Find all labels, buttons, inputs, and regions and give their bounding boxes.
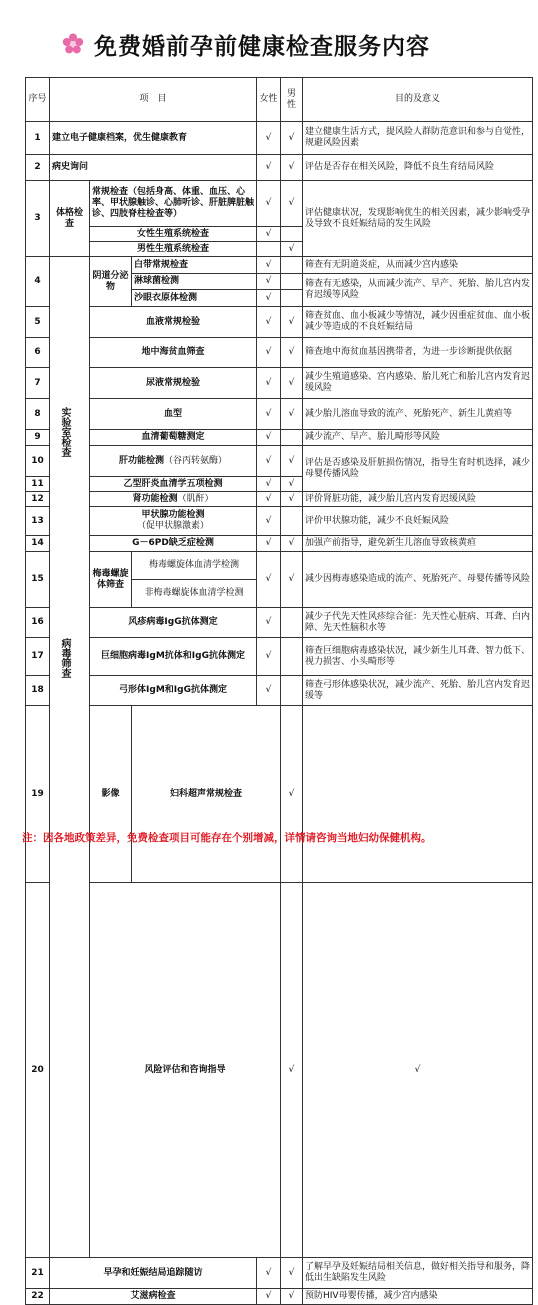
male-check: √: [281, 181, 303, 227]
header-purpose: 目的及意义: [303, 78, 533, 122]
table-row: [26, 430, 533, 446]
row-no: 9: [26, 430, 50, 446]
row-no: 11: [26, 477, 50, 492]
row-no: 1: [26, 122, 50, 155]
row-item-note: （肌酐）: [177, 493, 214, 504]
row-item: 建立电子健康档案，优生健康教育: [50, 122, 257, 155]
male-check: √: [281, 552, 303, 608]
male-check: √: [281, 307, 303, 338]
row-no: 13: [26, 507, 50, 536]
row-item: [90, 492, 257, 507]
header-item: 项 目: [50, 78, 257, 122]
table-row: [26, 706, 533, 883]
row-subitem: 女性生殖系统检查: [90, 227, 257, 242]
female-check: √: [257, 155, 281, 181]
female-check: √: [257, 492, 281, 507]
empty-cell: [281, 227, 303, 242]
female-check: √: [281, 706, 303, 883]
row-item: 乙型肝炎血清学五项检测: [90, 477, 257, 492]
female-check: √: [257, 430, 281, 446]
page-title: 免费婚前孕前健康检查服务内容: [94, 34, 430, 60]
female-check: √: [257, 181, 281, 227]
table-row: [26, 122, 533, 155]
row-item: 血型: [90, 399, 257, 430]
empty-cell: [303, 706, 533, 883]
female-check: √: [257, 676, 281, 706]
row-purpose: 评估是否存在相关风险，降低不良生育结局风险: [303, 155, 533, 181]
table-row: [26, 307, 533, 338]
row-item: 弓形体IgM和IgG抗体测定: [90, 676, 257, 706]
table-row: [26, 883, 533, 1258]
header-no: 序号: [26, 78, 50, 122]
row-purpose: 减少子代先天性风疹综合征：先天性心脏病、耳聋、白内障、先天性脑积水等: [303, 608, 533, 638]
row-item: 血液常规检验: [90, 307, 257, 338]
male-check: √: [281, 368, 303, 399]
table-row: [26, 446, 533, 477]
empty-cell: [281, 274, 303, 290]
female-check: √: [257, 227, 281, 242]
row-subitem: 梅毒螺旋体血清学检测: [132, 552, 257, 580]
row-subitem: 男性生殖系统检查: [90, 242, 257, 257]
female-check: √: [257, 290, 281, 307]
row-subitem: 淋球菌检测: [132, 274, 257, 290]
row-purpose: 了解早孕及妊娠结局相关信息，做好相关指导和服务，降低出生缺陷发生风险: [303, 1258, 533, 1289]
row-no: 12: [26, 492, 50, 507]
female-check: √: [257, 638, 281, 676]
male-check: √: [281, 242, 303, 257]
row-no: 8: [26, 399, 50, 430]
row-purpose: 筛查贫血、血小板减少等情况，减少因重症贫血、血小板减少等造成的不良妊娠结局: [303, 307, 533, 338]
row-purpose: 减少生殖道感染、宫内感染、胎儿死亡和胎儿宫内发育迟缓风险: [303, 368, 533, 399]
empty-cell: [257, 242, 281, 257]
row-item: 风险评估和咨询指导: [90, 883, 281, 1258]
row-no: 3: [26, 181, 50, 257]
infect-group-label: 病毒筛查: [59, 638, 70, 678]
female-check: √: [257, 307, 281, 338]
male-check: √: [281, 446, 303, 477]
female-check: √: [257, 552, 281, 608]
empty-cell: [281, 638, 303, 676]
female-check: √: [281, 883, 303, 1258]
row-purpose: 评价甲状腺功能，减少不良妊娠风险: [303, 507, 533, 536]
service-table: [25, 77, 533, 1305]
row-purpose: 筛查地中海贫血基因携带者，为进一步诊断提供依据: [303, 338, 533, 368]
male-check: √: [281, 399, 303, 430]
row-purpose: 建立健康生活方式，提风险人群防范意识和参与自觉性，规避风险因素: [303, 122, 533, 155]
row-item: 尿液常规检验: [90, 368, 257, 399]
row-no: 14: [26, 536, 50, 552]
row-item: [90, 507, 257, 536]
row-item: 风疹病毒IgG抗体测定: [90, 608, 257, 638]
row-item-name: 肾功能检测: [132, 493, 178, 504]
row-no: 18: [26, 676, 50, 706]
female-check: √: [257, 399, 281, 430]
row-group: 梅毒螺旋体筛查: [90, 552, 132, 608]
empty-cell: [281, 507, 303, 536]
table-row: [26, 338, 533, 368]
empty-cell: [281, 608, 303, 638]
female-check: √: [257, 338, 281, 368]
male-check: √: [281, 122, 303, 155]
table-row: [26, 536, 533, 552]
header-male: 男性: [281, 78, 303, 122]
male-check: √: [281, 477, 303, 492]
table-row: [26, 399, 533, 430]
female-check: √: [257, 608, 281, 638]
row-purpose: 减少因梅毒感染造成的流产、死胎死产、母婴传播等风险: [303, 552, 533, 608]
row-no: 17: [26, 638, 50, 676]
row-purpose: 减少胎儿溶血导致的流产、死胎死产、新生儿黄疸等: [303, 399, 533, 430]
row-no: 6: [26, 338, 50, 368]
row-purpose: 筛查巨细胞病毒感染状况，减少新生儿耳聋、智力低下、视力损害、小头畸形等: [303, 638, 533, 676]
row-no: 21: [26, 1258, 50, 1289]
empty-cell: [281, 257, 303, 274]
row-no: 5: [26, 307, 50, 338]
row-no: 2: [26, 155, 50, 181]
female-check: √: [257, 536, 281, 552]
female-check: √: [257, 446, 281, 477]
row-purpose: 筛查有无感染，从而减少流产、早产、死胎、胎儿宫内发育迟缓等风险: [303, 274, 533, 307]
table-row: [26, 492, 533, 507]
row-group: 影像: [90, 706, 132, 883]
male-check: √: [281, 155, 303, 181]
row-no: 4: [26, 257, 50, 307]
row-subitem: 常规检查（包括身高、体重、血压、心率、甲状腺触诊、心肺听诊、肝脏脾脏触诊、四肢脊柱检查等）: [90, 181, 257, 227]
row-item: 妇科超声常规检查: [132, 706, 281, 883]
male-check: √: [281, 338, 303, 368]
row-item: G－6PD缺乏症检测: [90, 536, 257, 552]
row-item-note: （促甲状腺激素）: [136, 521, 209, 531]
row-group: 阴道分泌物: [90, 257, 132, 307]
male-check: √: [281, 1258, 303, 1289]
row-no: 16: [26, 608, 50, 638]
table-row: [26, 155, 533, 181]
table-row: [26, 1258, 533, 1289]
male-check: √: [281, 536, 303, 552]
row-item: 病史询问: [50, 155, 257, 181]
row-item-note: （谷丙转氨酶）: [164, 455, 228, 466]
female-check: √: [257, 477, 281, 492]
empty-cell: [281, 430, 303, 446]
empty-cell: [281, 290, 303, 307]
table-row: [26, 638, 533, 676]
row-item: 巨细胞病毒IgM抗体和IgG抗体测定: [90, 638, 257, 676]
row-subitem: 沙眼衣原体检测: [132, 290, 257, 307]
row-purpose: 减少流产、早产、胎儿畸形等风险: [303, 430, 533, 446]
row-item: 艾滋病检查: [50, 1289, 257, 1305]
row-purpose: 筛查弓形体感染状况，减少流产、死胎、胎儿宫内发育迟缓等: [303, 676, 533, 706]
title-bar: [0, 0, 538, 70]
row-purpose: 预防HIV母婴传播，减少宫内感染: [303, 1289, 533, 1305]
row-subitem: 白带常规检查: [132, 257, 257, 274]
female-check: √: [257, 257, 281, 274]
row-purpose: 加强产前指导，避免新生儿溶血导致核黄疸: [303, 536, 533, 552]
male-check: √: [303, 883, 533, 1258]
table-row: [26, 257, 533, 274]
female-check: √: [257, 122, 281, 155]
row-no: 10: [26, 446, 50, 477]
male-check: √: [281, 1289, 303, 1305]
female-check: √: [257, 274, 281, 290]
row-item: 血清葡萄糖测定: [90, 430, 257, 446]
footnote: 注：因各地政策差异，免费检查项目可能存在个别增减，详情请咨询当地妇幼保健机构。: [22, 832, 432, 844]
table-header: [26, 78, 533, 122]
table-row: [26, 608, 533, 638]
row-purpose: 评估健康状况，发现影响优生的相关因素，减少影响受孕及导致不良妊娠结局的发生风险: [303, 181, 533, 257]
row-item-name: 肝功能检测: [118, 455, 164, 466]
row-purpose: 评估是否感染及肝脏损伤情况，指导生育时机选择，减少母婴传播风险: [303, 446, 533, 492]
row-no: 15: [26, 552, 50, 608]
empty-cell: [281, 676, 303, 706]
row-no: 22: [26, 1289, 50, 1305]
table-row: [26, 676, 533, 706]
female-check: √: [257, 507, 281, 536]
row-item-name: 甲状腺功能检测: [141, 510, 205, 520]
lab-group-label: 实验室检查: [59, 407, 70, 457]
table-row: [26, 368, 533, 399]
row-no: 19: [26, 706, 50, 883]
header-female: 女性: [257, 78, 281, 122]
male-check: √: [281, 492, 303, 507]
row-item: 地中海贫血筛查: [90, 338, 257, 368]
table-row: [26, 181, 533, 227]
row-purpose: 筛查有无阴道炎症，从而减少宫内感染: [303, 257, 533, 274]
row-item: 早孕和妊娠结局追踪随访: [50, 1258, 257, 1289]
row-group: 体格检查: [50, 181, 90, 257]
row-no: 20: [26, 883, 50, 1258]
female-check: √: [257, 368, 281, 399]
row-no: 7: [26, 368, 50, 399]
table-row: [26, 1289, 533, 1305]
table-row: [26, 552, 533, 580]
row-subitem: 非梅毒螺旋体血清学检测: [132, 580, 257, 608]
female-check: √: [257, 1258, 281, 1289]
row-purpose: 评价肾脏功能，减少胎儿宫内发育迟缓风险: [303, 492, 533, 507]
table-row: [26, 507, 533, 536]
flower-icon: [62, 33, 84, 55]
female-check: √: [257, 1289, 281, 1305]
row-item: [90, 446, 257, 477]
